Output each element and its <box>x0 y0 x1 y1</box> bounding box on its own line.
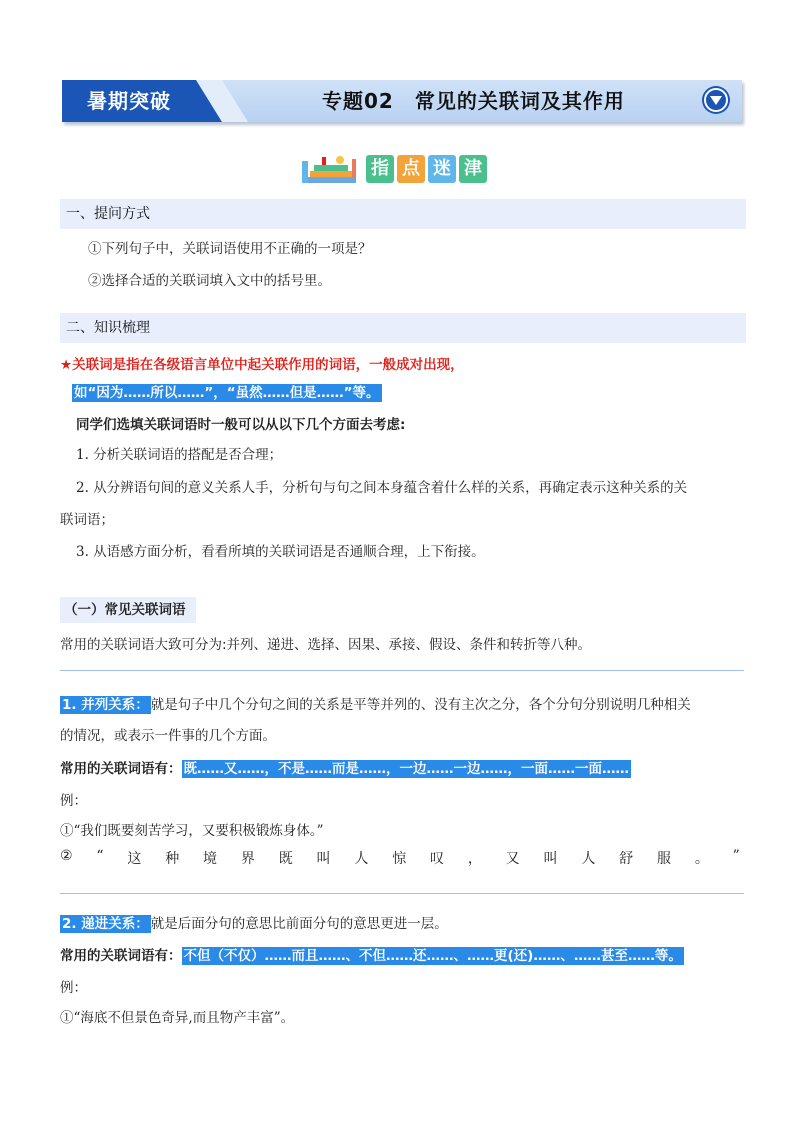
ex2-char: 这 <box>127 851 142 867</box>
ex2-char: 。 <box>694 851 709 867</box>
ex2-char: 舒 <box>619 851 634 867</box>
progressive-desc-line <box>60 912 448 932</box>
parallel-example-label: 例： <box>60 793 87 809</box>
chevron-down-icon <box>702 86 730 114</box>
definition-line: ★关联词是指在各级语言单位中起关联作用的词语，一般成对出现， <box>60 357 464 373</box>
header-banner <box>62 80 742 122</box>
point-1: 1. 分析关联词语的搭配是否合理； <box>76 447 283 463</box>
tip-char-1: 指 <box>366 155 394 183</box>
progressive-words-label: 常用的关联词语有： <box>60 948 182 964</box>
books-icon <box>300 151 362 187</box>
ex2-char: ” <box>732 848 740 864</box>
progressive-desc: 就是后面分句的意思比前面分句的意思更进一层。 <box>150 916 448 932</box>
definition-example <box>72 381 382 401</box>
ex2-char: 人 <box>354 851 369 867</box>
consider-heading: 同学们选填关联词语时一般可以从以下几个方面去考虑: <box>76 417 406 433</box>
progressive-label: 2. 递进关系： <box>62 916 149 932</box>
ex2-char: ， <box>467 851 482 867</box>
point-2-cont: 联词语； <box>60 512 114 528</box>
parallel-words: 既……又……，不是……而是……，一边……一边……，一面……一面…… <box>183 761 629 777</box>
progressive-words-line <box>60 944 684 964</box>
common-intro: 常用的关联词语大致可分为:并列、递进、选择、因果、承接、假设、条件和转折等八种。 <box>60 637 592 653</box>
definition-example-text: 如“因为……所以……”，“虽然……但是……”等。 <box>74 385 380 401</box>
parallel-desc-line-1 <box>60 693 691 713</box>
ex2-char: 种 <box>165 851 180 867</box>
point-3: 3. 从语感方面分析，看看所填的关联词语是否通顺合理，上下衔接。 <box>76 544 485 560</box>
divider-1 <box>60 670 744 671</box>
ex2-char: 境 <box>203 851 218 867</box>
progressive-example-label: 例： <box>60 980 87 996</box>
page-title: 专题02 常见的关联词及其作用 <box>322 89 625 113</box>
ex2-char: 既 <box>278 851 293 867</box>
parallel-label: 1. 并列关系： <box>62 697 149 713</box>
question-item-2: ②选择合适的关联词填入文中的括号里。 <box>88 273 331 289</box>
tip-char-3: 迷 <box>428 155 456 183</box>
ex2-char: 界 <box>240 851 255 867</box>
progressive-example-1: ①“海底不但景色奇异,而且物产丰富”。 <box>60 1010 295 1026</box>
parallel-words-line <box>60 757 631 777</box>
ex2-char: 人 <box>581 851 596 867</box>
ex2-char: 叫 <box>543 851 558 867</box>
parallel-desc-2: 的情况，或表示一件事的几个方面。 <box>60 728 276 744</box>
subsection-header-common: （一）常见关联词语 <box>60 597 196 623</box>
ex2-char: 服 <box>656 851 671 867</box>
tip-char-4: 津 <box>459 155 487 183</box>
ex2-char: 又 <box>505 851 520 867</box>
section-header-knowledge: 二、知识梳理 <box>60 313 746 343</box>
parallel-desc-1: 就是句子中几个分句之间的关系是平等并列的、没有主次之分，各个分句分别说明几种相关 <box>150 697 691 713</box>
point-2: 2. 从分辨语句间的意义关系人手，分析句与句之间本身蕴含着什么样的关系，再确定表示这种关系的关 <box>76 480 688 496</box>
ex2-char: ② <box>60 848 73 864</box>
parallel-example-2 <box>60 848 740 868</box>
parallel-example-1: ①“我们既要刻苦学习，又要积极锻炼身体。” <box>60 823 324 839</box>
tip-char-2: 点 <box>397 155 425 183</box>
ex2-char: 叹 <box>430 851 445 867</box>
ex2-char: 惊 <box>392 851 407 867</box>
divider-2 <box>60 893 744 894</box>
parallel-words-label: 常用的关联词语有： <box>60 761 182 777</box>
ex2-char: “ <box>96 848 104 864</box>
ex2-char: 叫 <box>316 851 331 867</box>
progressive-words: 不但（不仅）……而且……、不但……还……、……更(还)……、……甚至……等。 <box>183 948 682 964</box>
question-item-1: ①下列句子中，关联词语使用不正确的一项是？ <box>88 241 372 257</box>
section-header-questions: 一、提问方式 <box>60 199 746 229</box>
banner-badge-text: 暑期突破 <box>87 89 171 113</box>
